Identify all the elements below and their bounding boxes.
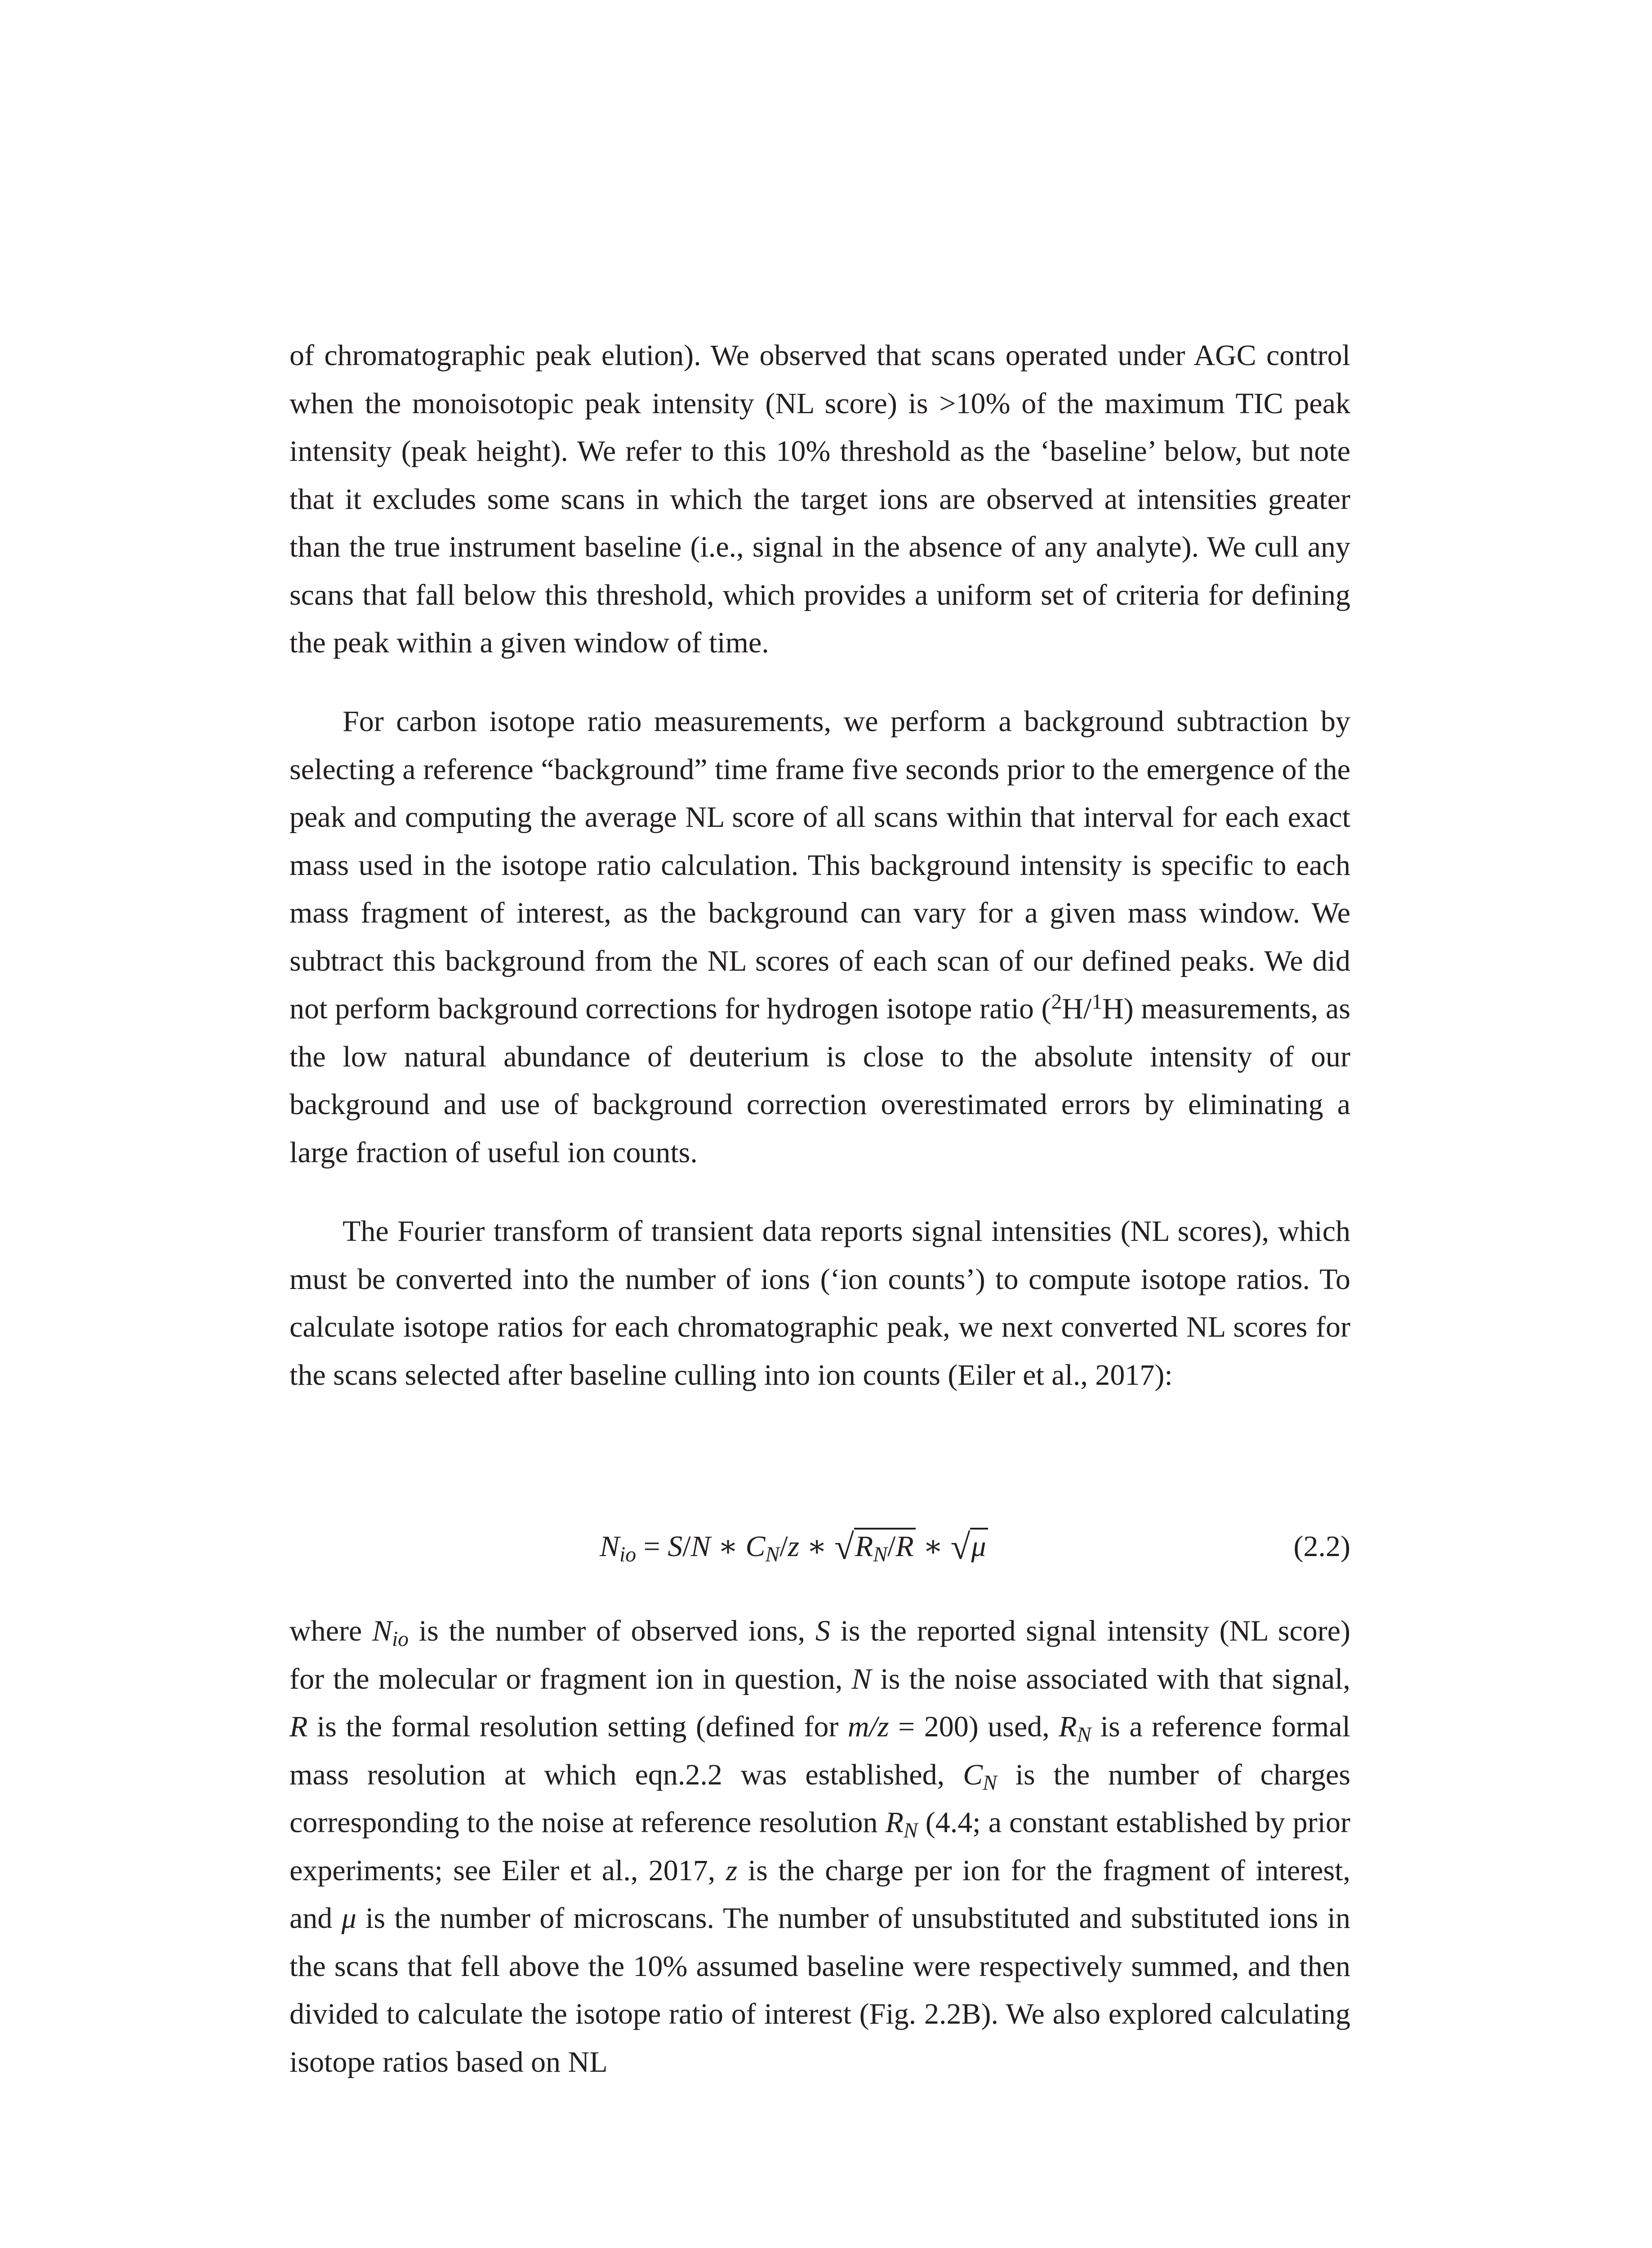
eq-times: ∗ [915, 1530, 951, 1563]
eq-sub-io: io [619, 1543, 636, 1566]
eq-var-s: S [668, 1530, 683, 1563]
paragraph-text: is the number of observed ions, [408, 1615, 815, 1647]
paragraph-text: is a reference formal mass resolution at which eqn.2.2 was established, [289, 1710, 1351, 1791]
eq-radicand [854, 1528, 916, 1564]
paragraph-text: where [289, 1615, 372, 1647]
var-rn: R [1059, 1710, 1077, 1743]
sub-n: N [903, 1819, 918, 1842]
eq-var-z: z [788, 1530, 800, 1563]
eq-var-noise: N [690, 1530, 711, 1563]
eq-var-rn: R [855, 1530, 873, 1563]
eq-sub-n: N [873, 1543, 888, 1566]
eq-slash: / [887, 1530, 896, 1563]
paragraph-text: is the reported signal intensity (NL score) for the molecular or fragment ion in question, [289, 1615, 1351, 1695]
var-r: R [289, 1710, 308, 1743]
var-s: S [815, 1615, 830, 1647]
equation-2-2 [289, 1522, 1350, 1571]
paragraph-text: For carbon isotope ratio measurements, we perform a background subtraction by selecting a reference “background” time frame five seconds prior to the emergence of the peak and computing the average NL score of all scans within that interval for each exact mass used in the isotope ratio calculation. This background intensity is specific to each mass fragment of interest, as the background can vary for a given mass window. We subtract this background from the NL scores of each scan of our defined peaks. We did not perform background corrections for hydrogen isotope ratio ( [289, 705, 1350, 1025]
var-cn: C [963, 1758, 983, 1791]
paragraph-text: is the formal resolution setting (defined for [307, 1710, 848, 1743]
var-noise: N [851, 1662, 872, 1695]
equation-number: (2.2) [1293, 1530, 1350, 1563]
eq-var-r: R [895, 1530, 914, 1563]
eq-var-c: C [745, 1530, 766, 1563]
paragraph-text: (4.4; a constant established by prior experiments; see Eiler et al., 2017, [289, 1806, 1350, 1887]
sub-n: N [1077, 1723, 1091, 1747]
eq-radicand [970, 1528, 988, 1564]
paragraph-background-subtraction [289, 698, 1350, 1177]
paragraph-text: is the number of charges corresponding to the noise at reference resolution [289, 1758, 1351, 1839]
eq-sqrt-resolution [834, 1522, 916, 1572]
paragraph-text: of chromatographic peak elution). We observed that scans operated under AGC control when the monoisotopic peak intensity (NL score) is >10% of the maximum TIC peak intensity (peak height). We refer to this 10% threshold as the ‘baseline’ below, but note that it excludes some scans in which the target ions are observed at intensities greater than the true instrument baseline (i.e., signal in the absence of any analyte). We cull any scans that fall below this threshold, which provides a uniform set of criteria for defining the peak within a given window of time. [289, 339, 1350, 659]
paragraph-fourier-transform [289, 1208, 1350, 1399]
eq-times: ∗ [710, 1530, 746, 1563]
var-n: N [372, 1615, 392, 1647]
eq-slash: / [682, 1530, 691, 1563]
sub-io: io [392, 1627, 409, 1651]
paragraph-text: is the noise associated with that signal, [871, 1662, 1351, 1695]
paragraph-text: = 200) used, [889, 1710, 1059, 1743]
paragraph-text: is the number of microscans. The number of unsubstituted and substituted ions in the scans that fell above the 10% assumed baseline were respectively summed, and then divided to calculate the isotope ratio of interest (Fig. 2.2B). We also explored calculating isotope ratios based on NL [289, 1902, 1351, 2079]
superscript-mass-2: 2 [1051, 990, 1062, 1014]
equation-body [600, 1522, 988, 1572]
eq-equals: = [636, 1530, 668, 1563]
sub-n: N [983, 1771, 997, 1795]
superscript-mass-1: 1 [1091, 990, 1103, 1014]
eq-times: ∗ [799, 1530, 835, 1563]
paragraph-text: is the charge per ion for the fragment of interest, and [289, 1854, 1350, 1935]
eq-var-n: N [600, 1530, 620, 1563]
radical-sign: √ [834, 1527, 854, 1567]
paragraph-variable-definitions [289, 1607, 1350, 2086]
var-mu: μ [341, 1902, 356, 1935]
paragraph-text: H/ [1062, 992, 1092, 1025]
eq-sqrt-microscans [951, 1522, 988, 1572]
radical-sign: √ [950, 1527, 971, 1567]
var-rn: R [885, 1806, 904, 1839]
eq-sub-n: N [765, 1543, 780, 1566]
paragraph-baseline-culling [289, 332, 1350, 667]
paragraph-text: The Fourier transform of transient data reports signal intensities (NL scores), which must be converted into the number of ions (‘ion counts’) to compute isotope ratios. To calculate isotope ratios for each chromatographic peak, we next converted NL scores for the scans selected after baseline culling into ion counts (Eiler et al., 2017): [289, 1215, 1350, 1392]
eq-slash: / [779, 1530, 788, 1563]
paragraph-text: H) measurements, as the low natural abundance of deuterium is close to the absolute intensity of our background and use of background correction overestimated errors by eliminating a large fraction of useful ion counts. [289, 992, 1350, 1169]
eq-var-mu: μ [971, 1530, 986, 1563]
var-mz: m/z [847, 1710, 889, 1743]
var-z: z [726, 1854, 738, 1887]
